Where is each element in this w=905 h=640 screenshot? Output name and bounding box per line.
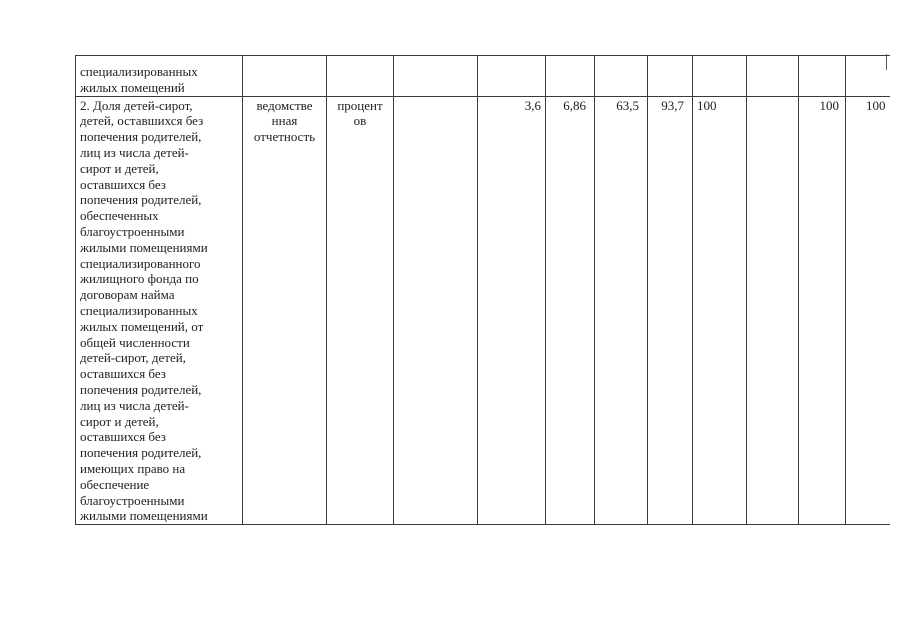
indicator-text-continuation: специализированных жилых помещений bbox=[80, 64, 198, 95]
unit-cell bbox=[327, 96, 394, 525]
value-cell-empty bbox=[846, 56, 890, 97]
source-text: ведомстве нная отчетность bbox=[253, 97, 316, 145]
indicator-cell bbox=[76, 96, 243, 525]
table-row-continuation bbox=[76, 56, 890, 97]
value-cell-empty bbox=[394, 56, 478, 97]
value-cell-empty bbox=[478, 56, 546, 97]
value-cell-5: 93,7 bbox=[648, 96, 693, 525]
value-cell-empty bbox=[595, 56, 648, 97]
value-cell-empty bbox=[747, 56, 799, 97]
value-cell-7 bbox=[747, 96, 799, 525]
indicator-text: 2. Доля детей-сирот, детей, оставшихся без попечения родителей, лиц из числа детей- сирот и детей, оставшихся без попечения родителей, обеспеченных благоустроенными жилыми помещениями специализированного жилищного фонда по договорам найма специализированных жилых помещений, от общей численности детей-сирот, детей, оставшихся без попечения родителей, лиц из числа детей- сирот и детей, оставшихся без попечения родителей, имеющих право на обеспечение благоустроенными жилыми помещениями bbox=[80, 97, 208, 524]
value-cell-8: 100 bbox=[799, 96, 846, 525]
source-cell-empty bbox=[243, 56, 327, 97]
indicator-cell-continuation bbox=[76, 56, 243, 97]
value-cell-empty bbox=[546, 56, 595, 97]
value-cell-3: 6,86 bbox=[546, 96, 595, 525]
unit-text: процент ов bbox=[337, 97, 383, 129]
value-cell-2: 3,6 bbox=[478, 96, 546, 525]
table-row-indicator-2 bbox=[76, 96, 890, 525]
value-cell-6: 100 bbox=[693, 96, 747, 525]
table-edge-mark bbox=[886, 54, 887, 70]
source-cell bbox=[243, 96, 327, 525]
value-cell-empty bbox=[799, 56, 846, 97]
value-cell-empty bbox=[693, 56, 747, 97]
value-cell-4: 63,5 bbox=[595, 96, 648, 525]
value-cell-9: 100 bbox=[846, 96, 890, 525]
unit-cell-empty bbox=[327, 56, 394, 97]
value-cell-1 bbox=[394, 96, 478, 525]
indicator-table bbox=[75, 55, 890, 525]
value-cell-empty bbox=[648, 56, 693, 97]
